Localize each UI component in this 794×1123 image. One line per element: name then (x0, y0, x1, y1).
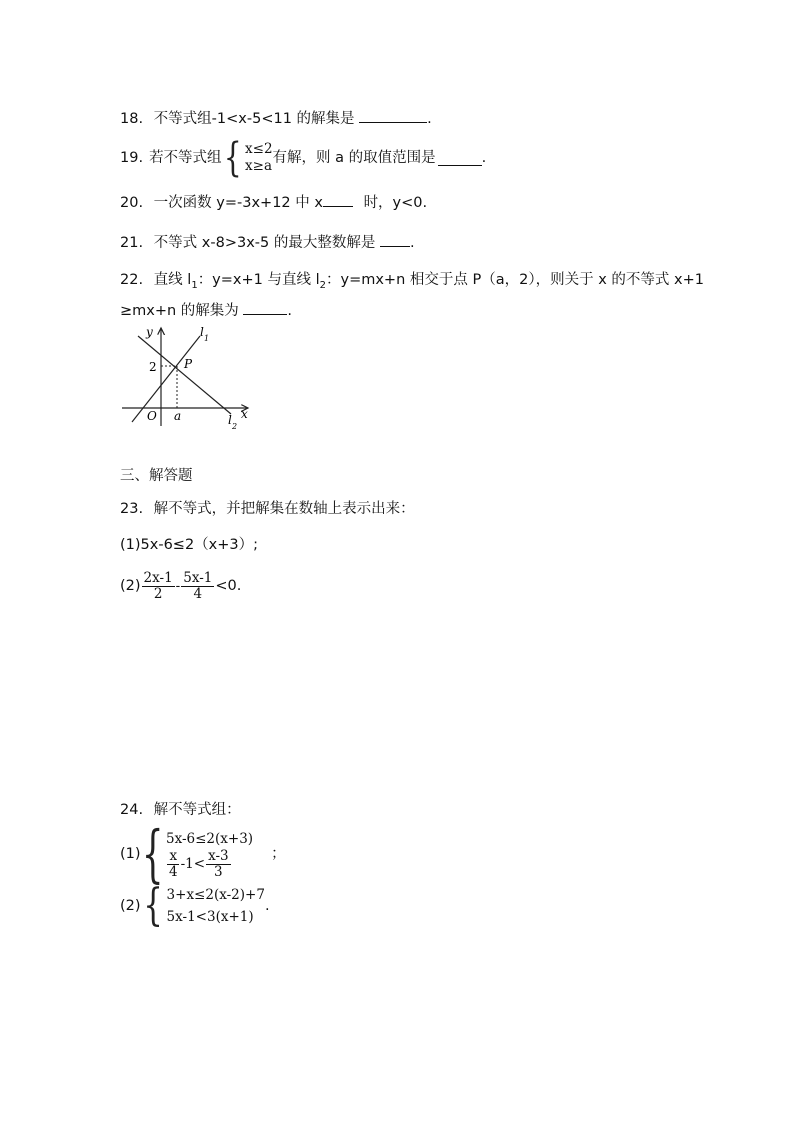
question-21 (120, 232, 415, 253)
question-23 (120, 499, 415, 519)
question-number: 21. (120, 235, 144, 251)
question-24 (120, 800, 241, 820)
numerator: 2x-1 (143, 569, 173, 586)
question-text: 不等式 x-8>3x-5 的最大整数解是 (153, 235, 376, 251)
subscript: 2 (319, 279, 326, 291)
question-number: 18. (120, 111, 144, 127)
numerator: 5x-1 (183, 569, 213, 586)
answer-blank[interactable] (323, 192, 353, 207)
part-label: (2) (120, 898, 141, 914)
question-24-part-2 (120, 880, 270, 931)
x-axis-label: x (241, 407, 248, 421)
question-23-part-1: (1)5x-6≤2（x+3）; (120, 537, 259, 553)
l1-subscript: 1 (204, 334, 210, 343)
period: . (409, 235, 415, 251)
question-19 (120, 135, 487, 181)
fraction (167, 849, 180, 880)
answer-blank[interactable] (243, 300, 287, 315)
question-24-part-1 (120, 817, 286, 890)
numerator: x (169, 847, 178, 864)
period: . (287, 303, 293, 319)
question-text: 直线 l (153, 272, 192, 288)
origin-label: O (147, 409, 157, 423)
question-text: ：y=x+1 与直线 l (197, 272, 320, 288)
brace-icon: { (141, 817, 164, 890)
line-graph-figure (118, 322, 258, 432)
question-number: 23. (120, 501, 144, 517)
l2-subscript: 2 (232, 422, 238, 431)
line-l2 (138, 336, 231, 414)
y-axis-label: y (146, 325, 153, 339)
question-text: 解不等式组： (153, 802, 241, 818)
denominator: 4 (169, 863, 178, 880)
system-row: 5x-6≤2(x+3) (166, 830, 254, 847)
denominator: 4 (193, 585, 203, 602)
answer-blank[interactable] (380, 232, 410, 247)
answer-blank[interactable] (359, 108, 427, 123)
question-number: 22. (120, 272, 144, 288)
system-row: 3+x≤2(x-2)+7 (166, 887, 265, 903)
question-text: 有解，则 a 的取值范围是 (272, 150, 436, 166)
system-row: x≥a (245, 158, 272, 174)
section-title: 三、解答题 (120, 468, 193, 484)
minus-sign: - (175, 578, 181, 594)
question-text: 时，y<0. (363, 195, 428, 211)
l2-label: l (228, 413, 232, 427)
question-text: 一次函数 y=-3x+12 中 x (153, 195, 323, 211)
question-20 (120, 192, 427, 213)
system-row: 5x-1<3(x+1) (166, 909, 254, 925)
a-label: a (174, 409, 182, 423)
fraction (206, 849, 231, 880)
system-row (166, 849, 253, 880)
punctuation: . (264, 898, 270, 914)
inequality-tail: <0. (215, 578, 242, 594)
question-number: 20. (120, 195, 144, 211)
numerator: x-3 (208, 847, 229, 864)
question-22 (120, 270, 704, 296)
fraction (181, 571, 214, 602)
l1-label: l (200, 325, 204, 339)
period: . (481, 150, 487, 166)
system-row: x≤2 (245, 141, 273, 157)
question-22-line-2 (120, 300, 292, 321)
question-18 (120, 108, 432, 129)
question-text: ≥mx+n 的解集为 (120, 303, 239, 319)
question-number: 24. (120, 802, 144, 818)
part-label: (1) (120, 846, 141, 862)
period: . (427, 111, 432, 127)
question-text: 若不等式组 (149, 150, 222, 166)
question-text: ：y=mx+n 相交于点 P（a，2），则关于 x 的不等式 x+1 (326, 272, 704, 288)
subscript: 1 (191, 279, 198, 291)
point-p-label: P (184, 357, 193, 371)
question-23-part-2 (120, 566, 241, 606)
inequality-system (222, 135, 273, 181)
brace-icon: { (223, 135, 242, 181)
denominator: 3 (214, 863, 223, 880)
question-text: 不等式组-1<x-5<11 的解集是 (153, 111, 355, 127)
denominator: 2 (153, 585, 163, 602)
part-label: (2) (120, 578, 141, 594)
fraction (142, 571, 175, 602)
brace-icon: { (142, 880, 163, 931)
two-label: 2 (149, 360, 157, 374)
question-text: 解不等式，并把解集在数轴上表示出来： (153, 501, 415, 517)
answer-blank[interactable] (438, 151, 482, 166)
question-number: 19. (120, 150, 144, 166)
inequality-middle: -1< (180, 856, 206, 872)
punctuation: ； (271, 846, 286, 862)
